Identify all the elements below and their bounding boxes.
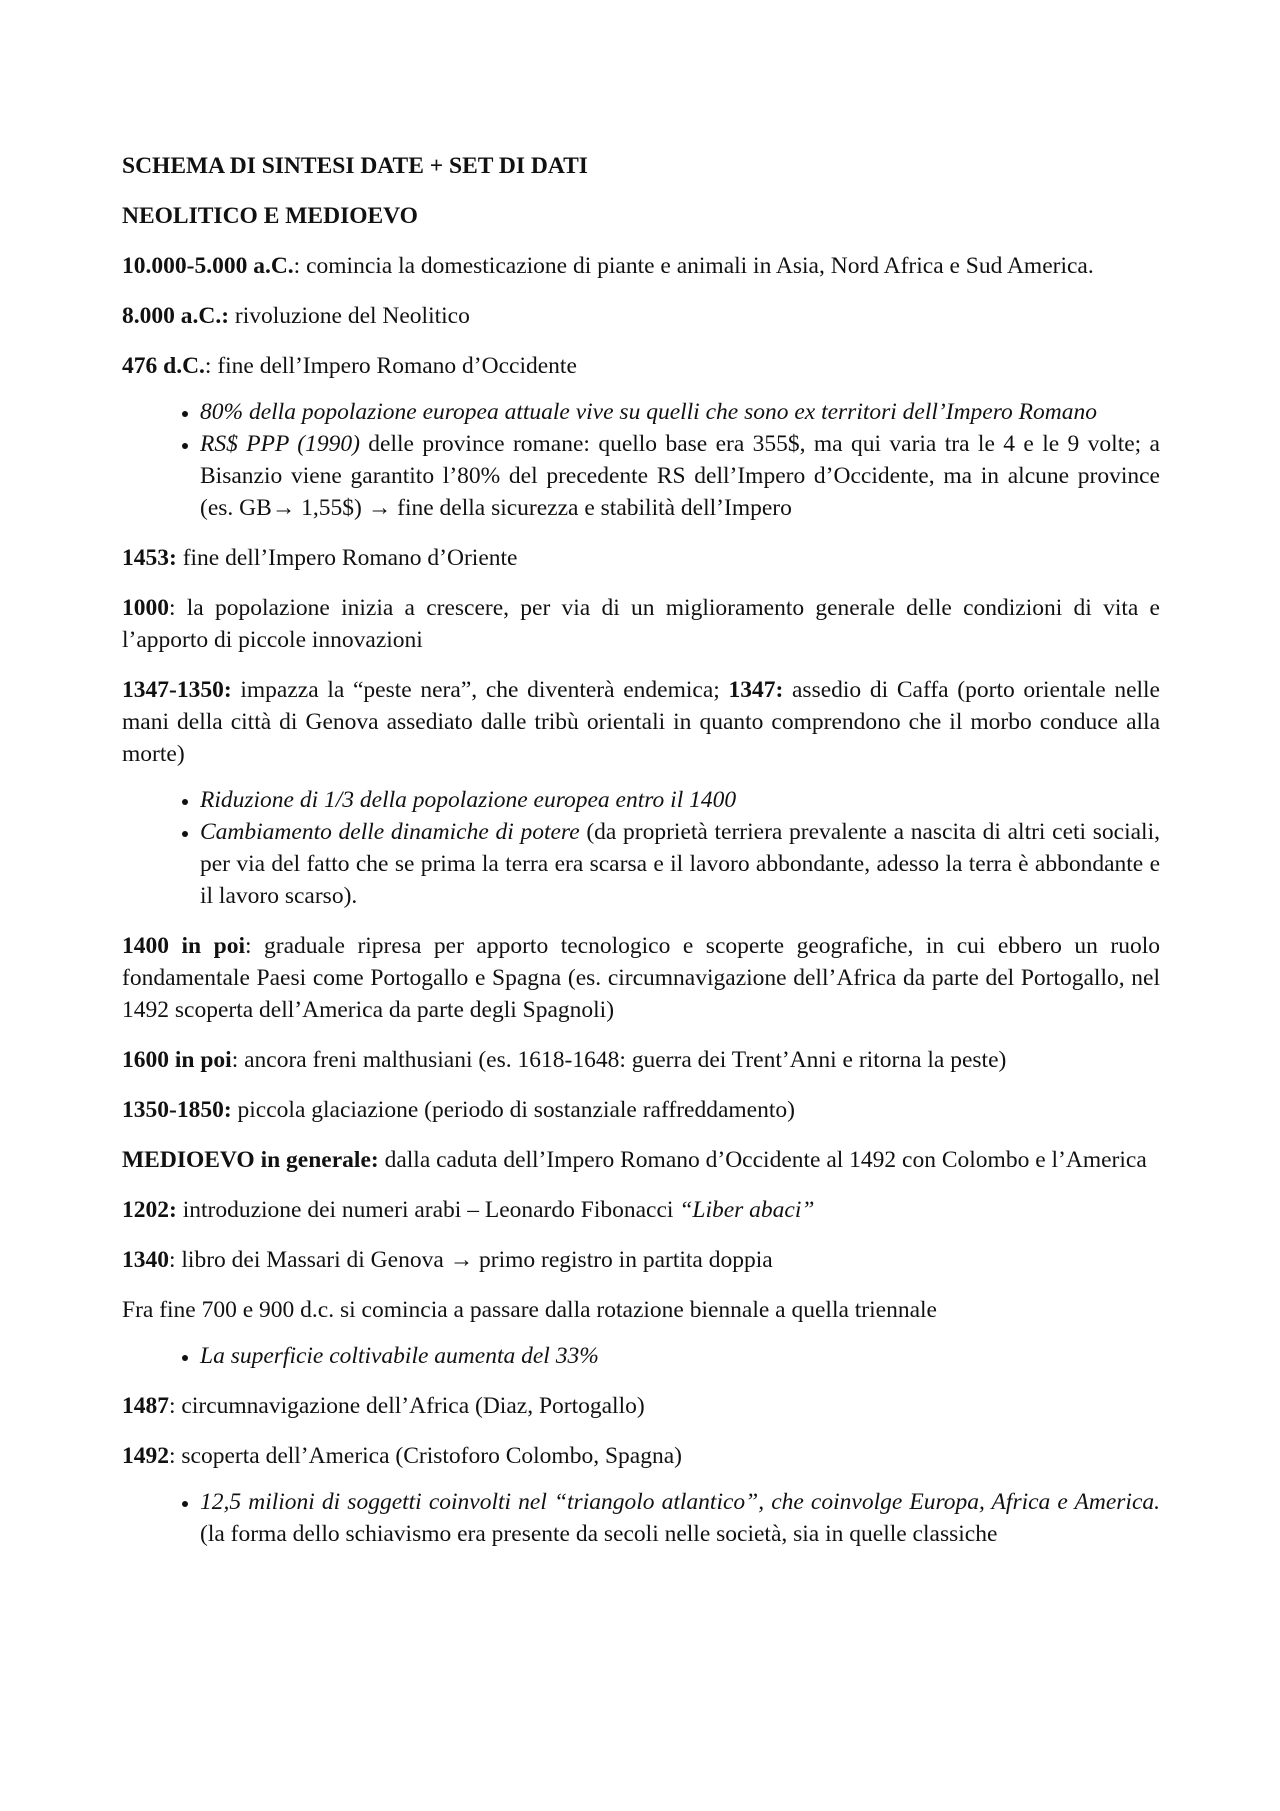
bullet-italic-text: La superficie coltivabile aumenta del 33% bbox=[200, 1343, 599, 1369]
entry-1202 bbox=[122, 1194, 1160, 1226]
document-page bbox=[122, 150, 1160, 1568]
bullet-italic-text: RS$ PPP (1990) bbox=[200, 431, 360, 457]
list-item bbox=[200, 816, 1160, 912]
entry-rotation bbox=[122, 1294, 1160, 1326]
entry-1340 bbox=[122, 1244, 1160, 1276]
section-heading: NEOLITICO E MEDIOEVO bbox=[122, 203, 418, 229]
entry-date: 8.000 a.C.: bbox=[122, 303, 230, 329]
entry-date: 1350-1850: bbox=[122, 1097, 232, 1123]
entry-italic-text: “Liber abaci” bbox=[679, 1197, 815, 1223]
entry-text: piccola glaciazione (periodo di sostanziale raffreddamento) bbox=[231, 1097, 795, 1123]
bullet-list-rotation bbox=[122, 1340, 1160, 1372]
entry-domestication bbox=[122, 250, 1160, 282]
list-item bbox=[200, 1340, 1160, 1372]
entry-black-death bbox=[122, 674, 1160, 770]
entry-1453 bbox=[122, 542, 1160, 574]
entry-text: : fine dell’Impero Romano d’Occidente bbox=[204, 353, 577, 379]
bullet-italic-text: 80% della popolazione europea attuale vive su quelli che sono ex territori dell’Impero Romano bbox=[200, 399, 1097, 425]
bullet-text: (da proprietà terriera prevalente a nascita di altri ceti sociali, per via del fatto che se prima la terra era scarsa e il lavoro abbondante, adesso la terra è abbondante e il lavoro scarso). bbox=[200, 819, 1160, 909]
entry-text: : graduale ripresa per apporto tecnologico e scoperte geografiche, in cui ebbero un ruolo fondamentale Paesi come Portogallo e Spagna (es. circumnavigazione dell’Africa da parte del Portogallo, nel 1492 scoperta dell’America da parte degli Spagnoli) bbox=[122, 933, 1160, 1023]
entry-1000 bbox=[122, 592, 1160, 656]
entry-text: : la popolazione inizia a crescere, per via di un miglioramento generale delle condizioni di vita e l’apporto di piccole innovazioni bbox=[122, 595, 1160, 653]
entry-1600 bbox=[122, 1044, 1160, 1076]
list-item bbox=[200, 1486, 1160, 1550]
entry-date: 1492 bbox=[122, 1443, 169, 1469]
entry-text: rivoluzione del Neolitico bbox=[229, 303, 470, 329]
entry-date: 1340 bbox=[122, 1247, 169, 1273]
entry-text: Fra fine 700 e 900 d.c. si comincia a passare dalla rotazione biennale a quella triennale bbox=[122, 1297, 937, 1323]
list-item bbox=[200, 396, 1160, 428]
entry-date: 1600 in poi bbox=[122, 1047, 232, 1073]
list-item bbox=[200, 428, 1160, 524]
bullet-italic-text: Riduzione di 1/3 della popolazione europea entro il 1400 bbox=[200, 787, 737, 813]
entry-476 bbox=[122, 350, 1160, 382]
entry-date: 1202: bbox=[122, 1197, 177, 1223]
bullet-list-black-death bbox=[122, 784, 1160, 912]
list-item bbox=[200, 784, 1160, 816]
entry-date: 1400 in poi bbox=[122, 933, 245, 959]
entry-date: 1347-1350: bbox=[122, 677, 232, 703]
entry-date: 1453: bbox=[122, 545, 177, 571]
entry-text: dalla caduta dell’Impero Romano d’Occidente al 1492 con Colombo e l’America bbox=[378, 1147, 1147, 1173]
entry-date: MEDIOEVO in generale: bbox=[122, 1147, 379, 1173]
document-title: SCHEMA DI SINTESI DATE + SET DI DATI bbox=[122, 153, 588, 179]
entry-text: impazza la “peste nera”, che diventerà endemica; bbox=[231, 677, 729, 703]
entry-text: introduzione dei numeri arabi – Leonardo Fibonacci bbox=[176, 1197, 680, 1223]
entry-text: : libro dei Massari di Genova → primo registro in partita doppia bbox=[169, 1247, 773, 1273]
bullet-list-roman-empire bbox=[122, 396, 1160, 524]
entry-text: : ancora freni malthusiani (es. 1618-1648: guerra dei Trent’Anni e ritorna la peste) bbox=[231, 1047, 1007, 1073]
entry-date: 1000 bbox=[122, 595, 169, 621]
entry-medioevo bbox=[122, 1144, 1160, 1176]
entry-1487 bbox=[122, 1390, 1160, 1422]
bullet-text: (la forma dello schiavismo era presente da secoli nelle società, sia in quelle classiche bbox=[200, 1521, 998, 1547]
entry-text: : circumnavigazione dell’Africa (Diaz, Portogallo) bbox=[169, 1393, 645, 1419]
entry-text: : comincia la domesticazione di piante e animali in Asia, Nord Africa e Sud America. bbox=[293, 253, 1094, 279]
entry-date: 1487 bbox=[122, 1393, 169, 1419]
entry-glaciation bbox=[122, 1094, 1160, 1126]
bullet-text: delle province romane: quello base era 355$, ma qui varia tra le 4 e le 9 volte; a Bisanzio viene garantito l’80% del precedente RS dell’Impero d’Occidente, ma in alcune province (es. GB→ 1,55$) → fine della sicurezza e stabilità dell’Impero bbox=[200, 431, 1160, 521]
bullet-italic-text: Cambiamento delle dinamiche di potere bbox=[200, 819, 580, 845]
entry-date: 1347: bbox=[728, 677, 784, 703]
entry-date: 476 d.C. bbox=[122, 353, 205, 379]
entry-neolithic bbox=[122, 300, 1160, 332]
entry-text: assedio di Caffa (porto orientale nelle mani della città di Genova assediato dalle tribù orientali in quanto comprendono che il morbo conduce alla morte) bbox=[122, 677, 1160, 767]
entry-1492 bbox=[122, 1440, 1160, 1472]
bullet-list-atlantic bbox=[122, 1486, 1160, 1550]
entry-date: 10.000-5.000 a.C. bbox=[122, 253, 294, 279]
entry-1400 bbox=[122, 930, 1160, 1026]
entry-text: : scoperta dell’America (Cristoforo Colombo, Spagna) bbox=[169, 1443, 682, 1469]
bullet-italic-text: 12,5 milioni di soggetti coinvolti nel “triangolo atlantico”, che coinvolge Europa, Africa e America. bbox=[200, 1489, 1160, 1515]
entry-text: fine dell’Impero Romano d’Oriente bbox=[176, 545, 518, 571]
